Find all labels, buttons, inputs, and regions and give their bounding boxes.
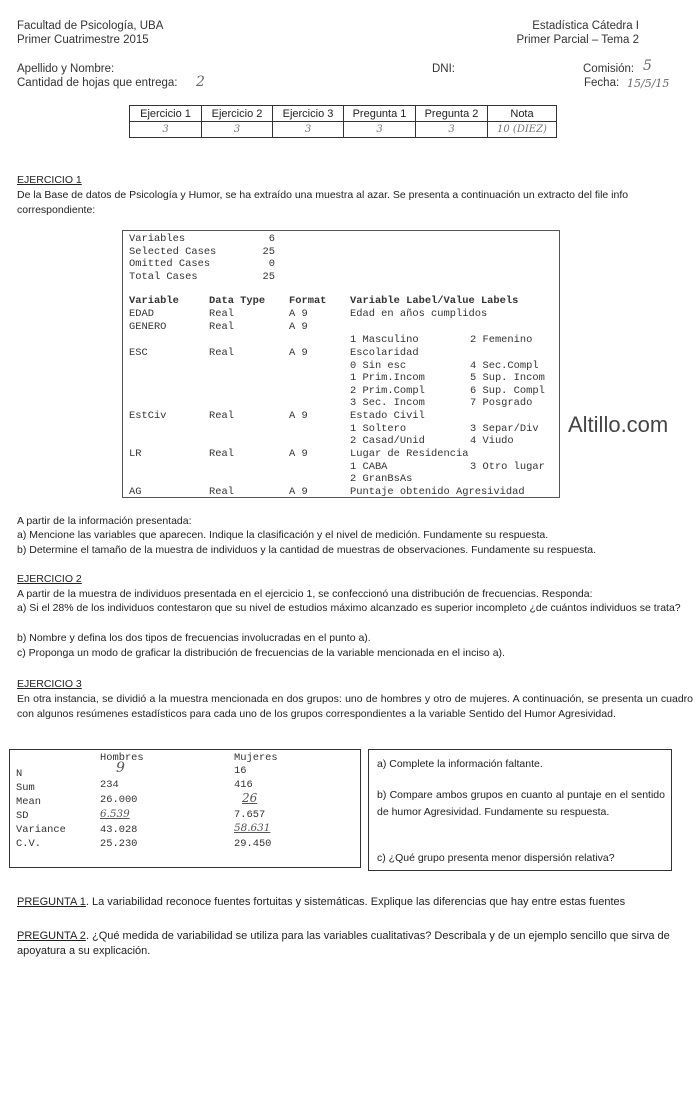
count-label: Variables: [129, 233, 186, 245]
grade-header: Ejercicio 1: [130, 106, 202, 122]
stat-mujeres: 26: [242, 791, 258, 805]
stat-mujeres: 7.657: [234, 809, 266, 821]
date-label: Fecha:: [584, 77, 620, 89]
ej1-intro: De la Base de datos de Psicología y Humor, se ha extraído una muestra al azar. Se presenta a continuación un extracto del file info correspondiente:: [17, 189, 629, 216]
var-type: Real: [209, 410, 234, 422]
var-format: A 9: [289, 308, 308, 320]
var-label: Edad en años cumplidos: [350, 308, 488, 320]
var-format: A 9: [289, 448, 308, 460]
grade-header: Pregunta 2: [416, 106, 488, 122]
ej3-question-a: a) Complete la información faltante.: [377, 758, 543, 770]
pregunta-1: [17, 895, 677, 910]
ej1-question-intro: A partir de la información presentada:: [17, 515, 192, 527]
grade-value: 3: [416, 122, 488, 138]
grades-table: [129, 105, 557, 138]
var-name: EDAD: [129, 308, 154, 320]
var-label: Estado Civil: [350, 410, 425, 422]
stat-label: C.V.: [16, 838, 41, 850]
count-label: Total Cases: [129, 270, 198, 283]
term: Primer Cuatrimestre 2015: [17, 34, 149, 46]
count-label: Omitted Cases: [129, 258, 211, 271]
col-format: Format: [289, 295, 327, 307]
count-value: 0: [268, 258, 275, 271]
ej1-title: EJERCICIO 1: [17, 174, 82, 186]
count-value: 25: [262, 270, 275, 283]
ej3-intro: En otra instancia, se dividió a la muestra mencionada en dos grupos: uno de hombres y otro de mujeres. A continuación, se presenta un cuadro con algunos resúmenes estadísticos para cada uno de los grupos correspondientes a la variable Sentido del Humor Agresividad.: [17, 693, 693, 720]
var-label: Escolaridad: [350, 347, 419, 359]
pregunta-2-title: PREGUNTA 2: [17, 930, 86, 942]
stat-mujeres: 416: [234, 779, 253, 791]
name-label: Apellido y Nombre:: [17, 63, 115, 75]
stat-hombres: 6.539: [100, 808, 130, 820]
date-value: 15/5/15: [627, 77, 670, 90]
var-format: A 9: [289, 410, 308, 422]
ej1-question-a: a) Mencione las variables que aparecen. Indique la clasificación y el nivel de medición. Fundamente su respuesta.: [17, 529, 549, 541]
stat-mujeres: 58.631: [234, 822, 271, 834]
pregunta-1-title: PREGUNTA 1: [17, 896, 86, 908]
grade-header: Nota: [488, 106, 557, 122]
col-variable: Variable: [129, 295, 179, 307]
var-label: Lugar de Residencia: [350, 448, 469, 460]
var-name: GENERO: [129, 321, 167, 333]
pregunta-2-text: . ¿Qué medida de variabilidad se utiliza para las variables cualitativas? Describala y de un ejemplo sencillo que sirva de apoyatura a su explicación.: [17, 930, 670, 957]
col-mujeres: Mujeres: [234, 752, 278, 764]
grade-header: Ejercicio 2: [202, 106, 273, 122]
pregunta-2: [17, 929, 677, 959]
stat-hombres: 234: [100, 779, 119, 791]
var-type: Real: [209, 448, 234, 460]
value-label: 4 Sec.Compl: [470, 359, 539, 372]
var-type: Real: [209, 321, 234, 333]
var-name: ESC: [129, 347, 148, 359]
sheets-label: Cantidad de hojas que entrega:: [17, 77, 178, 89]
value-label: 3 Otro lugar: [470, 460, 545, 473]
value-label: 2 Femenino: [470, 334, 533, 346]
value-label: 4 Viudo: [470, 435, 514, 448]
var-format: A 9: [289, 486, 308, 498]
var-format: A 9: [289, 321, 308, 333]
count-value: 25: [262, 245, 275, 258]
value-label: 6 Sup. Compl: [470, 384, 545, 397]
var-label: Puntaje obtenido Agresividad: [350, 486, 525, 498]
grade-header: Ejercicio 3: [273, 106, 344, 122]
stat-hombres: 9: [116, 760, 125, 776]
col-hombres: Hombres: [100, 752, 144, 764]
ej3-questions-box: [368, 749, 672, 871]
ej2-question-a: a) Si el 28% de los individuos contestaron que su nivel de estudios máximo alcanzado es superior incompleto ¿de cuántos individuos se trata?: [17, 602, 681, 614]
stat-label: Mean: [16, 796, 41, 808]
col-label: Variable Label/Value Labels: [350, 295, 519, 307]
stat-hombres: 43.028: [100, 824, 138, 836]
count-label: Selected Cases: [129, 245, 217, 258]
value-label: 7 Posgrado: [470, 397, 533, 410]
stat-hombres: 26.000: [100, 794, 138, 806]
commission-label: Comisión:: [583, 63, 635, 75]
ej3-title: EJERCICIO 3: [17, 678, 82, 690]
grade-value: 3: [130, 122, 202, 138]
var-type: Real: [209, 486, 234, 498]
dni-label: DNI:: [432, 63, 455, 75]
commission-value: 5: [643, 58, 652, 74]
ej3-question-c: c) ¿Qué grupo presenta menor dispersión relativa?: [377, 852, 615, 864]
var-name: EstCiv: [129, 410, 167, 422]
course-name: Estadística Cátedra I: [532, 20, 639, 32]
grade-value: 3: [344, 122, 416, 138]
value-label: 1 Prim.Incom: [350, 372, 425, 385]
stat-hombres: 25.230: [100, 838, 138, 850]
value-label: 2 GranBsAs: [350, 473, 413, 486]
var-type: Real: [209, 308, 234, 320]
stat-label: Variance: [16, 824, 66, 836]
pregunta-1-text: . La variabilidad reconoce fuentes fortuitas y sistemáticas. Explique las diferencias que hay entre estas fuentes: [85, 896, 626, 908]
value-label: 3 Sec. Incom: [350, 397, 425, 410]
stat-label: N: [16, 768, 23, 780]
file-info-box: [122, 230, 560, 498]
var-format: A 9: [289, 347, 308, 359]
value-label: 5 Sup. Incom: [470, 372, 545, 385]
stats-table: [9, 749, 361, 868]
count-value: 6: [268, 233, 275, 245]
stat-mujeres: 16: [234, 764, 247, 777]
ej2-title: EJERCICIO 2: [17, 573, 82, 585]
value-label: 2 Prim.Compl: [350, 384, 425, 397]
col-datatype: Data Type: [209, 295, 266, 307]
ej2-intro: A partir de la muestra de individuos presentada en el ejercicio 1, se confeccionó una distribución de frecuencias. Responda:: [17, 588, 593, 600]
value-label: 0 Sin esc: [350, 359, 407, 372]
ej3-question-b: b) Compare ambos grupos en cuanto al puntaje en el sentido de humor Agresividad. Fundamente su respuesta.: [377, 789, 665, 818]
var-name: AG: [129, 486, 142, 498]
value-label: 2 Casad/Unid: [350, 435, 425, 448]
watermark: Altillo.com: [568, 412, 669, 437]
stat-mujeres: 29.450: [234, 838, 272, 850]
ej2-question-c: c) Proponga un modo de graficar la distribución de frecuencias de la variable mencionada en el inciso a).: [17, 647, 505, 659]
value-label: 1 CABA: [350, 460, 388, 473]
grade-value: 10 (DIEZ): [488, 122, 557, 138]
exam-title: Primer Parcial – Tema 2: [516, 34, 639, 46]
grade-value: 3: [273, 122, 344, 138]
stat-label: Sum: [16, 782, 35, 794]
sheets-value: 2: [196, 74, 205, 90]
faculty-name: Facultad de Psicología, UBA: [17, 20, 164, 32]
ej1-question-b: b) Determine el tamaño de la muestra de individuos y la cantidad de muestras de observaciones. Fundamente su respuesta.: [17, 544, 596, 556]
value-label: 1 Masculino: [350, 334, 419, 346]
value-label: 3 Separ/Div: [470, 422, 539, 435]
value-label: 1 Soltero: [350, 422, 407, 435]
ej2-question-b: b) Nombre y defina los dos tipos de frecuencias involucradas en el punto a).: [17, 632, 371, 644]
stat-label: SD: [16, 810, 29, 822]
var-type: Real: [209, 347, 234, 359]
var-name: LR: [129, 448, 142, 460]
grade-header: Pregunta 1: [344, 106, 416, 122]
grade-value: 3: [202, 122, 273, 138]
